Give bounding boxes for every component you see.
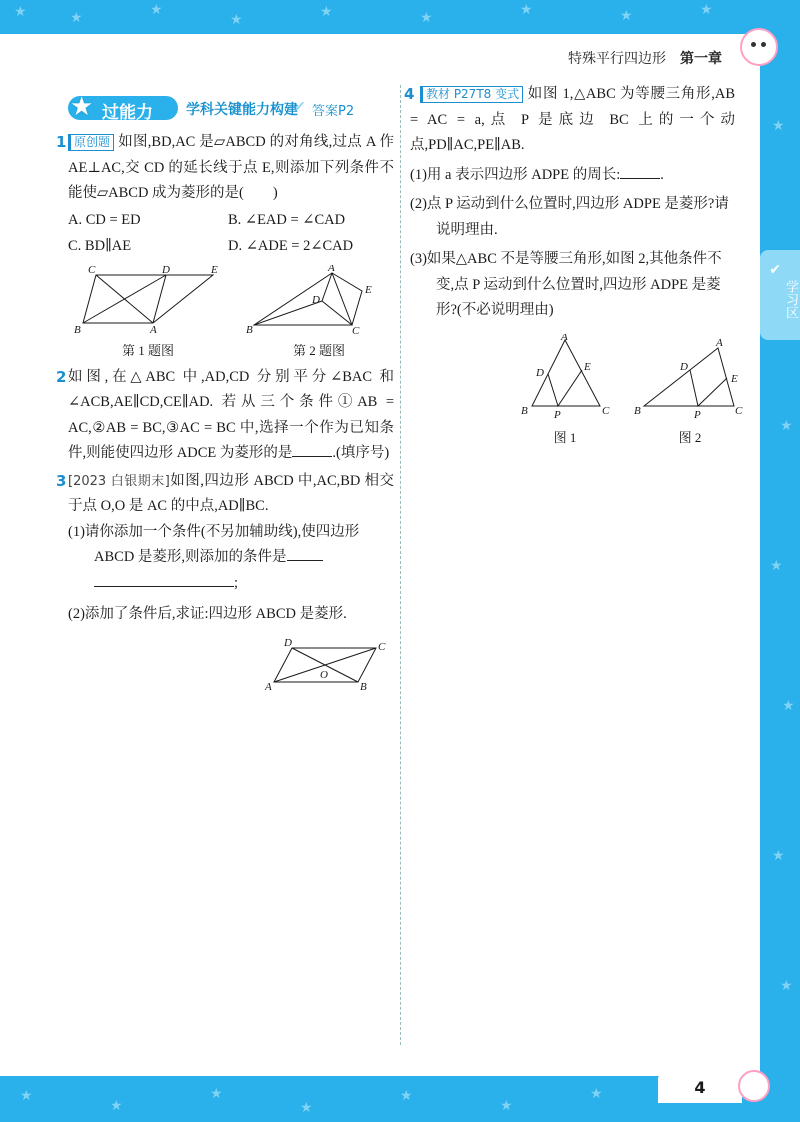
question-text: 如图,四边形 ABCD 中,AC,BD 相交于点 O,O 是 AC 的中点,AD∥BC. <box>68 472 394 514</box>
svg-text:D: D <box>284 637 292 649</box>
question-2 <box>56 365 394 467</box>
svg-text:C: C <box>735 404 743 417</box>
column-divider <box>400 85 401 1045</box>
figure-q3 <box>68 638 394 701</box>
svg-text:D: D <box>312 293 320 306</box>
figure-q4-2-diagram <box>634 334 746 422</box>
question-tag: 原创题 <box>68 134 114 151</box>
svg-text:B: B <box>360 680 367 693</box>
svg-text:O: O <box>320 668 328 681</box>
figure-q2-diagram <box>244 265 394 335</box>
option-a: A. CD = ED <box>68 211 141 228</box>
option-b: B. ∠EAD = ∠CAD <box>228 211 346 228</box>
question-3 <box>56 469 394 520</box>
svg-text:B: B <box>74 323 81 335</box>
svg-text:E: E <box>365 283 372 296</box>
svg-text:B: B <box>634 404 641 417</box>
running-header <box>568 48 722 68</box>
mascot-icon <box>738 1070 770 1102</box>
figure-caption: 图 2 <box>678 429 702 445</box>
svg-text:D: D <box>680 360 688 373</box>
banner-subtitle: 学科关键能力构建 <box>186 102 298 118</box>
q4-figures <box>410 333 743 446</box>
svg-text:D: D <box>536 366 544 379</box>
star-background: ★ ★ ★ ★ ★ ★ ★ ★ ★ ★ ★ ★ ★ ★ ★ ★ ★ ★ ★ ★ ★ ★ <box>14 3 795 1116</box>
banner-title: 过能力 <box>102 103 153 123</box>
side-tab-label: 学习区 <box>783 279 798 319</box>
answer-blank[interactable] <box>287 560 323 561</box>
svg-text:P: P <box>554 408 561 421</box>
svg-text:A: A <box>716 336 723 349</box>
figure-q4-2 <box>634 334 746 446</box>
q3-part-1: (1)请你添加一个条件(不另加辅助线),使四边形 ABCD 是菱形,则添加的条件是 ; <box>68 523 360 591</box>
q4-part-2: (2)点 P 运动到什么位置时,四边形 ADPE 是菱形?请说明理由. <box>410 196 729 238</box>
svg-text:A: A <box>561 333 568 343</box>
svg-text:D: D <box>162 264 170 276</box>
answer-blank[interactable] <box>292 456 332 457</box>
q4-part-3: (3)如果△ABC 不是等腰三角形,如图 2,其他条件不变,点 P 运动到什么位置时,四边形 ADPE 是菱形?(不必说明理由) <box>410 251 722 318</box>
figure-caption: 图 1 <box>553 429 577 445</box>
svg-text:A: A <box>265 680 272 693</box>
figure-caption: 第 2 题图 <box>292 342 345 358</box>
question-text: 如图,BD,AC 是▱ABCD 的对角线,过点 A 作AE⊥AC,交 CD 的延长线于点 E,则添加下列条件不能使▱ABCD 成为菱形的是( ) <box>68 134 394 201</box>
question-number: 1 <box>56 133 67 151</box>
question-number: 4 <box>404 85 415 103</box>
option-d: D. ∠ADE = 2∠CAD <box>228 237 354 254</box>
question-source: [2023 白银期末] <box>68 473 170 489</box>
svg-text:C: C <box>602 404 610 417</box>
answer-blank[interactable] <box>620 178 660 179</box>
figure-q2 <box>244 265 394 359</box>
question-tag: 教材 P27T8 变式 <box>420 86 523 103</box>
section-banner <box>68 92 394 126</box>
svg-text:C: C <box>88 264 96 276</box>
figure-q1-diagram <box>68 265 228 335</box>
mascot-icon <box>740 28 778 66</box>
right-column <box>404 82 743 446</box>
option-c: C. BD∥AE <box>68 237 132 254</box>
svg-text:B: B <box>246 323 253 335</box>
q3-part-2: (2)添加了条件后,求证:四边形 ABCD 是菱形. <box>68 606 347 622</box>
question-number: 3 <box>56 471 67 490</box>
question-4 <box>404 82 735 159</box>
figure-q1 <box>68 265 228 359</box>
question-1 <box>56 130 394 207</box>
figure-q4-1-diagram <box>520 334 610 422</box>
figure-q4-1 <box>520 334 610 446</box>
figure-q3-diagram <box>264 638 394 696</box>
question-text-end: .(填序号) <box>332 445 390 461</box>
svg-text:B: B <box>521 404 528 417</box>
section-title: 特殊平行四边形 <box>568 50 666 66</box>
page-number: 4 <box>658 1073 742 1103</box>
check-icon: ✔ <box>769 262 781 278</box>
side-tab[interactable] <box>760 250 800 340</box>
svg-text:A: A <box>150 323 157 335</box>
svg-text:C: C <box>352 324 360 335</box>
left-column <box>56 92 394 701</box>
svg-text:C: C <box>378 640 386 653</box>
svg-text:A: A <box>328 264 335 274</box>
answer-ref: 答案P2 <box>312 104 355 119</box>
question-text: 如图 1,△ABC 为等腰三角形,AB = AC = a,点 P 是底边 BC 上的一个动点,PD∥AC,PE∥AB. <box>410 86 735 153</box>
svg-text:P: P <box>694 408 701 421</box>
chapter-title: 第一章 <box>680 50 722 66</box>
star-icon: ★ <box>70 92 94 121</box>
svg-text:E: E <box>211 264 218 276</box>
check-icon: ✔ <box>294 100 306 115</box>
question-number: 2 <box>56 367 67 386</box>
q4-part-1: (1)用 a 表示四边形 ADPE 的周长: . <box>410 166 664 183</box>
figure-caption: 第 1 题图 <box>121 342 174 358</box>
svg-text:E: E <box>584 360 591 373</box>
q1-figures <box>68 265 394 359</box>
svg-text:E: E <box>731 372 738 385</box>
question-text: 如图,在△ABC 中,AD,CD 分别平分∠BAC 和∠ACB,AE∥CD,CE∥AD. 若从三个条件①AB = AC,②AB = BC,③AC = BC 中,选择一个作为已知条件,则能使四边形 ADCE 为菱形的是 <box>68 368 394 461</box>
answer-blank[interactable] <box>94 586 234 587</box>
options-list <box>68 207 394 259</box>
